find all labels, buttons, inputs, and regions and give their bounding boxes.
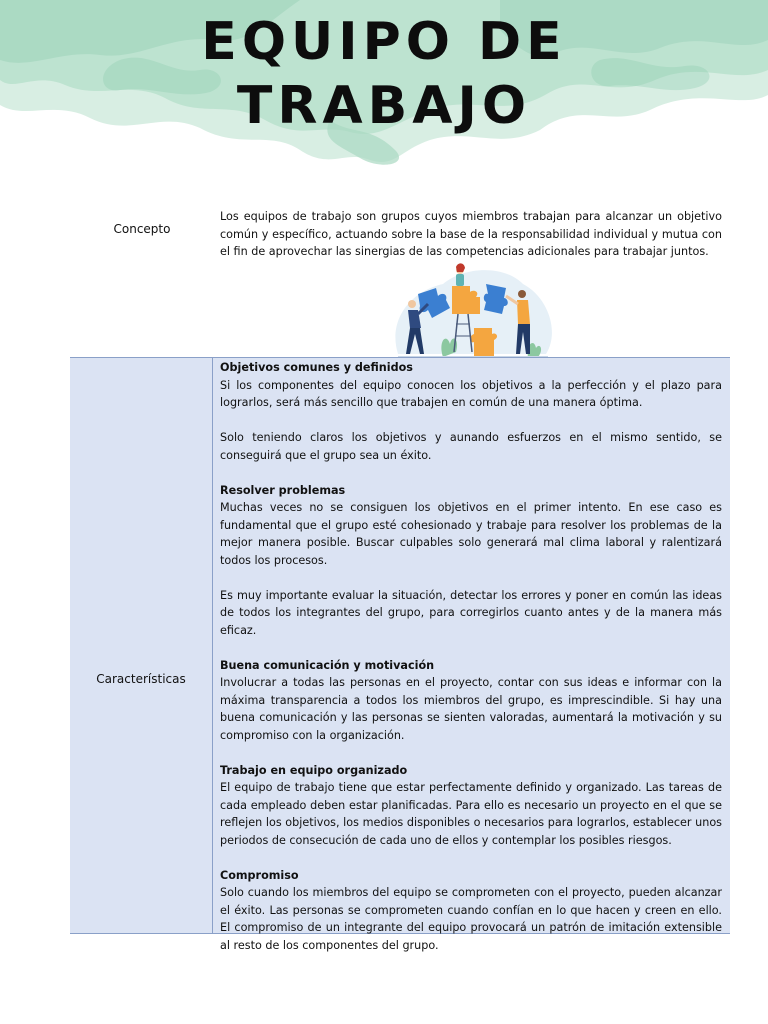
feature-title: Buena comunicación y motivación xyxy=(220,658,435,672)
features-label: Características xyxy=(96,672,186,686)
header-banner xyxy=(0,0,768,175)
feature-title: Compromiso xyxy=(220,868,299,882)
feature-title: Objetivos comunes y definidos xyxy=(220,361,413,374)
page-title-line-2: TRABAJO xyxy=(236,76,532,136)
concept-label: Concepto xyxy=(113,222,171,236)
features-list xyxy=(220,359,722,954)
features-content-cell xyxy=(213,358,730,952)
feature-paragraph: Involucrar a todas las personas en el proyecto, contar con sus ideas e informar con la máxima transparencia a todos los miembros del grupo, es imprescindible. Si hay una buena comunicación y las personas se sienten valoradas, aumentará la motivación y su compromiso con la organización. xyxy=(220,676,722,742)
feature-item xyxy=(220,359,722,464)
feature-paragraph: Si los componentes del equipo conocen los objetivos a la perfección y el plazo para lograrlos, será más sencillo que trabajen en común de una manera óptima. xyxy=(220,378,722,409)
feature-paragraph: Solo teniendo claros los objetivos y aunando esfuerzos en el mismo sentido, se conseguirá que el grupo sea un éxito. xyxy=(220,431,722,462)
teamwork-puzzle-icon xyxy=(388,262,558,360)
feature-paragraph: Solo cuando los miembros del equipo se comprometen con el proyecto, pueden alcanzar el éxito. Las personas se comprometen cuando confían en lo que hacen y creen en ello. El compromiso de un integrante del equipo provocará un patrón de imitación extensible al resto de los componentes del grupo. xyxy=(220,886,722,952)
feature-paragraph: Muchas veces no se consiguen los objetivos en el primer intento. En ese caso es fundamental que el grupo esté cohesionado y trabaje para resolver los problemas de la mejor manera posible. Buscar culpables solo generará mal clima laboral y ralentizará todos los procesos. xyxy=(220,501,722,567)
feature-item xyxy=(220,657,722,745)
feature-item xyxy=(220,482,722,640)
concept-text: Los equipos de trabajo son grupos cuyos miembros trabajan para alcanzar un objetivo común y específico, actuando sobre la base de la responsabilidad individual y mutua con el fin de aprovechar las sinergias de las competencias adicionales para trabajar juntos. xyxy=(220,210,722,258)
features-label-cell xyxy=(70,358,213,933)
feature-paragraph: El equipo de trabajo tiene que estar perfectamente definido y organizado. Las tareas de cada empleado deben estar planificadas. Para ello es necesario un proyecto en el que se reflejen los objetivos, los medios disponibles o necesarios para lograrlos, establecer unos periodos de consecución de cada uno de ellos y contemplar los posibles riesgos. xyxy=(220,781,722,847)
feature-item xyxy=(220,867,722,955)
feature-paragraph: Es muy importante evaluar la situación, detectar los errores y poner en común las ideas de todos los integrantes del grupo, para corregirlos cuanto antes y de la manera más eficaz. xyxy=(220,588,722,637)
features-table xyxy=(70,357,730,952)
teamwork-puzzle-illustration xyxy=(388,262,558,364)
feature-item xyxy=(220,762,722,850)
page-title-line-1: EQUIPO DE xyxy=(201,12,567,72)
feature-title: Resolver problemas xyxy=(220,483,346,497)
feature-title: Trabajo en equipo organizado xyxy=(220,763,408,777)
